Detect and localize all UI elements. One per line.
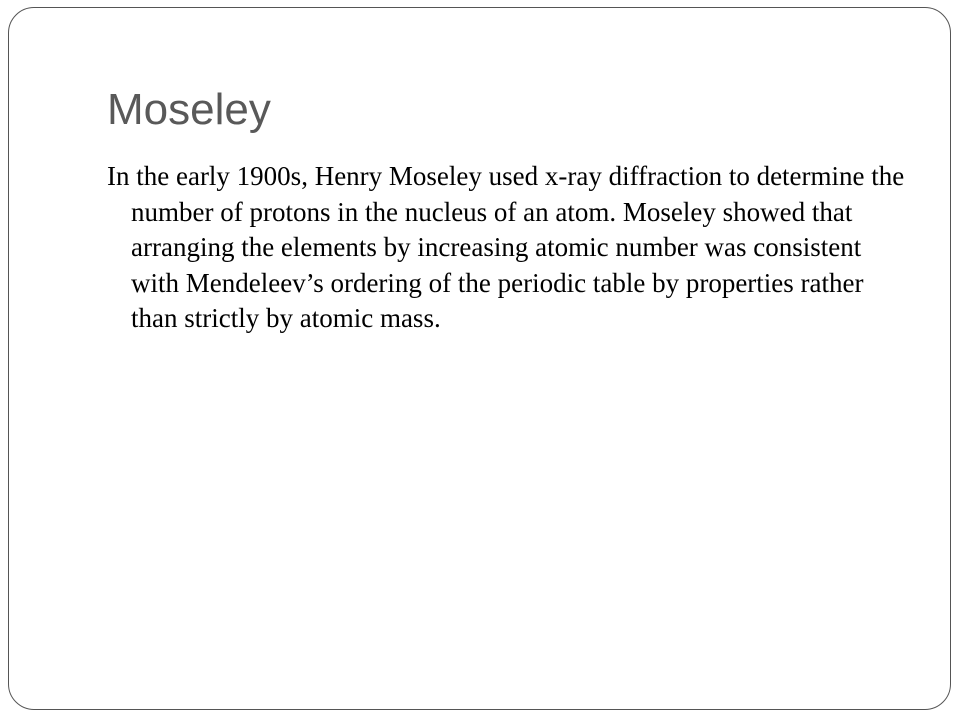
slide-body-text: In the early 1900s, Henry Moseley used x-ray diffraction to determine the number of protons in the nucleus of an atom. Moseley showed that arranging the elements by increasing atomic number was consistent with Mendeleev’s ordering of the periodic table by properties rather than strictly by atomic mass. — [107, 161, 905, 333]
slide-title: Moseley — [107, 85, 271, 134]
